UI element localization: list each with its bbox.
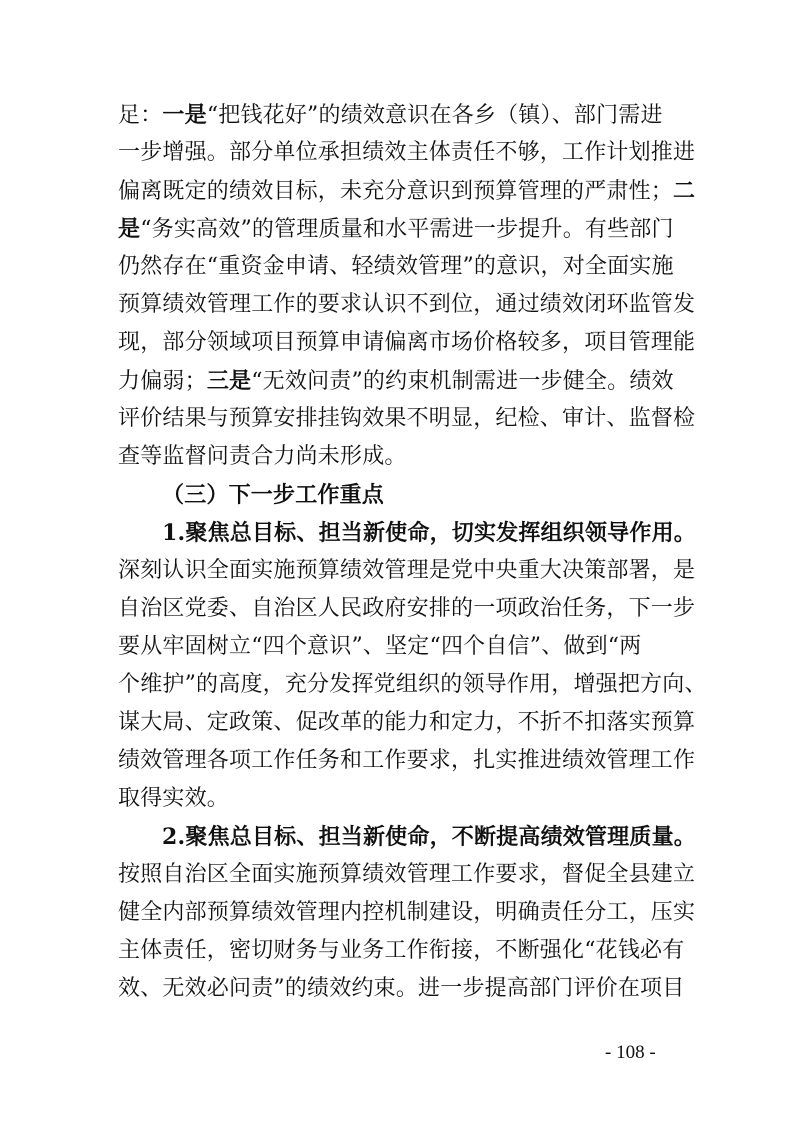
text-run: “务实高效”的管理质量和水平需进一步提升。有些部门 [140, 217, 674, 242]
paragraph-line: 主体责任，密切财务与业务工作衔接，不断强化“花钱必有 [118, 938, 685, 963]
item-2-title: 2.聚焦总目标、担当新使命，不断提高绩效管理质量。 [162, 824, 696, 850]
page-number: - 108 - [605, 1042, 656, 1063]
bold-text-run: 一是 [162, 102, 207, 128]
item-1-title: 1.聚焦总目标、担当新使命，切实发挥组织领导作用。 [162, 520, 696, 546]
paragraph-line: 个维护”的高度，充分发挥党组织的领导作用，增强把方向、 [118, 672, 707, 697]
text-run: 足： [118, 103, 163, 128]
paragraph-line: 绩效管理各项工作任务和工作要求，扎实推进绩效管理工作 [118, 748, 696, 773]
paragraph-line: 按照自治区全面实施预算绩效管理工作要求，督促全县建立 [118, 862, 696, 887]
paragraph-line: 自治区党委、自治区人民政府安排的一项政治任务，下一步 [118, 596, 696, 621]
bold-text-run: 二 [673, 178, 696, 204]
text-run: “把钱花好”的绩效意识在各乡（镇）、部门需进 [206, 103, 663, 128]
paragraph-line: 现，部分领域项目预算申请偏离市场价格较多，项目管理能 [118, 330, 696, 355]
paragraph-line: 健全内部预算绩效管理内控机制建设，明确责任分工，压实 [118, 900, 696, 925]
text-run: “无效问责”的约束机制需进一步健全。绩效 [251, 369, 674, 394]
paragraph-line: 仍然存在“重资金申请、轻绩效管理”的意识，对全面实施 [118, 254, 674, 279]
paragraph-line: 效、无效必问责”的绩效约束。进一步提高部门评价在项目 [118, 976, 685, 1001]
paragraph-line: 查等监督问责合力尚未形成。 [118, 444, 407, 469]
paragraph-line: 要从牢固树立“四个意识”、坚定“四个自信”、做到“两 [118, 634, 642, 659]
text-run: 偏离既定的绩效目标，未充分意识到预算管理的严肃性； [118, 179, 674, 204]
paragraph-line: 取得实效。 [118, 786, 230, 811]
section-heading: （三）下一步工作重点 [162, 482, 385, 508]
document-page [118, 96, 707, 1008]
paragraph-line: 一步增强。部分单位承担绩效主体责任不够，工作计划推进 [118, 140, 696, 165]
paragraph-line: 谋大局、定政策、促改革的能力和定力，不折不扣落实预算 [118, 710, 696, 735]
bold-text-run: 是 [118, 216, 141, 242]
paragraph-line: 深刻认识全面实施预算绩效管理是党中央重大决策部署，是 [118, 558, 696, 583]
text-run: 力偏弱； [118, 369, 207, 394]
paragraph-line [118, 362, 676, 400]
paragraph-line [118, 96, 676, 134]
paragraph-line [118, 210, 676, 248]
paragraph-line: 预算绩效管理工作的要求认识不到位，通过绩效闭环监管发 [118, 292, 696, 317]
paragraph-line [118, 172, 696, 210]
paragraph-line: 评价结果与预算安排挂钩效果不明显，纪检、审计、监督检 [118, 406, 696, 431]
bold-text-run: 三是 [206, 368, 252, 394]
